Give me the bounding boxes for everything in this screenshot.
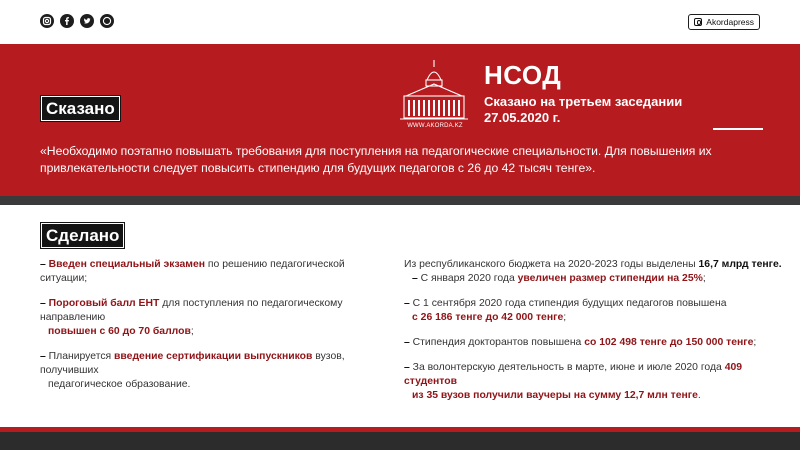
instagram-icon[interactable] (40, 14, 54, 28)
president-quote: «Необходимо поэтапно повышать требования для поступления на педагогические специальности. Для повышения их привлекательности следует повысить стипендию для будущих педагогов с 26 до 42 тысяч тенге». (40, 144, 712, 175)
divider (713, 128, 763, 130)
instagram-icon (694, 18, 702, 26)
dark-stripe (0, 196, 800, 205)
handle-label: Akordapress (706, 17, 754, 27)
whatsapp-icon[interactable] (100, 14, 114, 28)
done-tag: Сделано (41, 223, 124, 248)
budget-intro: Из республиканского бюджета на 2020-2023 годы выделены 16,7 млрд тенге. (404, 259, 782, 270)
bottom-dark-stripe (0, 432, 800, 450)
said-tag: Сказано (41, 96, 120, 121)
list-item: – Планируется введение сертификации выпускников вузов, получивших педагогическое образование. (40, 351, 345, 390)
done-right-column (404, 258, 784, 414)
facebook-icon[interactable] (60, 14, 74, 28)
list-item: – С января 2020 года увеличен размер стипендии на 25%; (412, 273, 706, 284)
done-left-column (40, 258, 380, 403)
akorda-building-icon (398, 58, 470, 124)
list-item: – Введен специальный экзамен по решению педагогической ситуации; (40, 259, 345, 284)
list-item: – Стипендия докторантов повышена со 102 498 тенге до 150 000 тенге; (404, 337, 757, 348)
twitter-icon[interactable] (80, 14, 94, 28)
session-name: Сказано на третьем заседании (484, 94, 683, 109)
list-item: – С 1 сентября 2020 года стипендия будущих педагогов повышена с 26 186 тенге до 42 000 тенге; (404, 298, 727, 323)
session-date: 27.05.2020 г. (484, 110, 561, 125)
list-item: – Пороговый балл ЕНТ для поступления по педагогическому направлению повышен с 60 до 70 баллов; (40, 298, 343, 337)
top-bar (0, 0, 800, 44)
council-title: НСОД (484, 60, 562, 90)
social-links (40, 14, 114, 28)
akordapress-handle[interactable] (688, 14, 760, 30)
emblem-caption: WWW.AKORDA.KZ (407, 123, 463, 129)
session-subtitle (484, 94, 682, 126)
list-item: – За волонтерскую деятельность в марте, июне и июле 2020 года 409 студентов из 35 вузов получили ваучеры на сумму 12,7 млн тенге. (404, 362, 743, 401)
